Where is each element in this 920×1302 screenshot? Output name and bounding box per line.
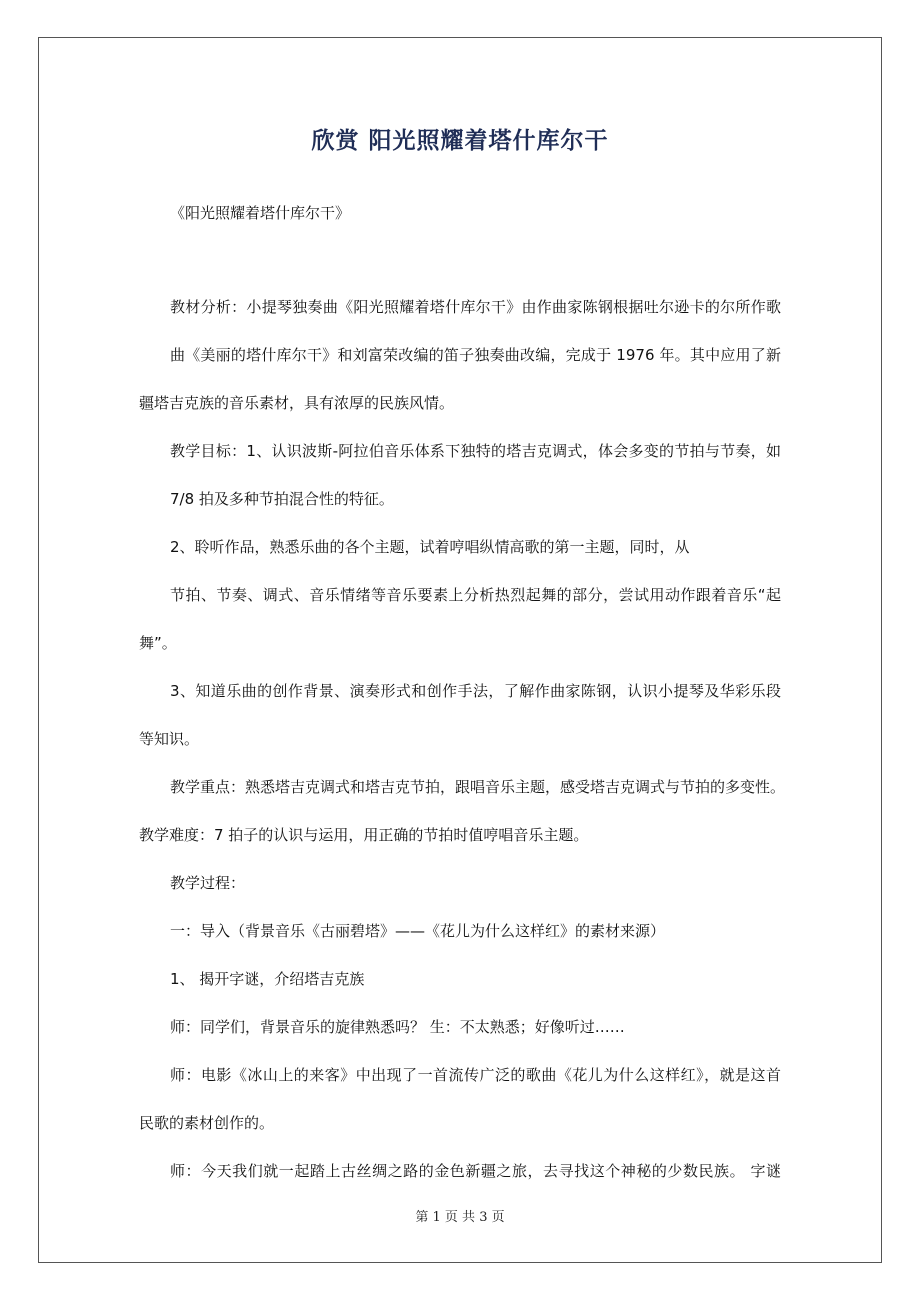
- text-line: 疆塔吉克族的音乐素材，具有浓厚的民族风情。: [139, 394, 455, 412]
- text-line: 师：电影《冰山上的来客》中出现了一首流传广泛的歌曲《花儿为什么这样红》，就是这首: [170, 1066, 781, 1084]
- text-line: 等知识。: [139, 730, 200, 748]
- text-line: 教学目标：1、认识波斯-阿拉伯音乐体系下独特的塔吉克调式，体会多变的节拍与节奏，如: [170, 442, 781, 460]
- text-line: 教学重点：熟悉塔吉克调式和塔吉克节拍，跟唱音乐主题，感受塔吉克调式与节拍的多变性。: [170, 778, 786, 796]
- text-line: 《阳光照耀着塔什库尔干》: [170, 204, 351, 222]
- text-line: 1、 揭开字谜，介绍塔吉克族: [170, 970, 365, 988]
- text-line: 师：同学们，背景音乐的旋律熟悉吗？ 生：不太熟悉；好像听过……: [170, 1018, 625, 1036]
- page-number: 第 1 页 共 3 页: [415, 1210, 505, 1225]
- text-line: 曲《美丽的塔什库尔干》和刘富荣改编的笛子独奏曲改编，完成于 1976 年。其中应用了新: [170, 346, 781, 364]
- text-line: 舞”。: [139, 634, 177, 652]
- page-title: 欣赏 阳光照耀着塔什库尔干: [311, 128, 609, 154]
- text-line: 教学过程：: [170, 874, 246, 892]
- text-line: 民歌的素材创作的。: [139, 1114, 275, 1132]
- text-line: 7/8 拍及多种节拍混合性的特征。: [170, 490, 394, 508]
- text-line: 节拍、节奏、调式、音乐情绪等音乐要素上分析热烈起舞的部分，尝试用动作跟着音乐“起: [170, 586, 781, 604]
- text-line: 教材分析：小提琴独奏曲《阳光照耀着塔什库尔干》由作曲家陈钢根据吐尔逊卡的尔所作歌: [170, 298, 781, 316]
- text-line: 2、聆听作品，熟悉乐曲的各个主题，试着哼唱纵情高歌的第一主题，同时，从: [170, 538, 690, 556]
- text-line: 3、知道乐曲的创作背景、演奏形式和创作手法，了解作曲家陈钢，认识小提琴及华彩乐段: [170, 682, 781, 700]
- text-line: 教学难度：7 拍子的认识与运用，用正确的节拍时值哼唱音乐主题。: [139, 826, 589, 844]
- text-line: 一：导入（背景音乐《古丽碧塔》——《花儿为什么这样红》的素材来源）: [170, 922, 666, 940]
- text-line: 师：今天我们就一起踏上古丝绸之路的金色新疆之旅，去寻找这个神秘的少数民族。 字谜: [170, 1162, 781, 1180]
